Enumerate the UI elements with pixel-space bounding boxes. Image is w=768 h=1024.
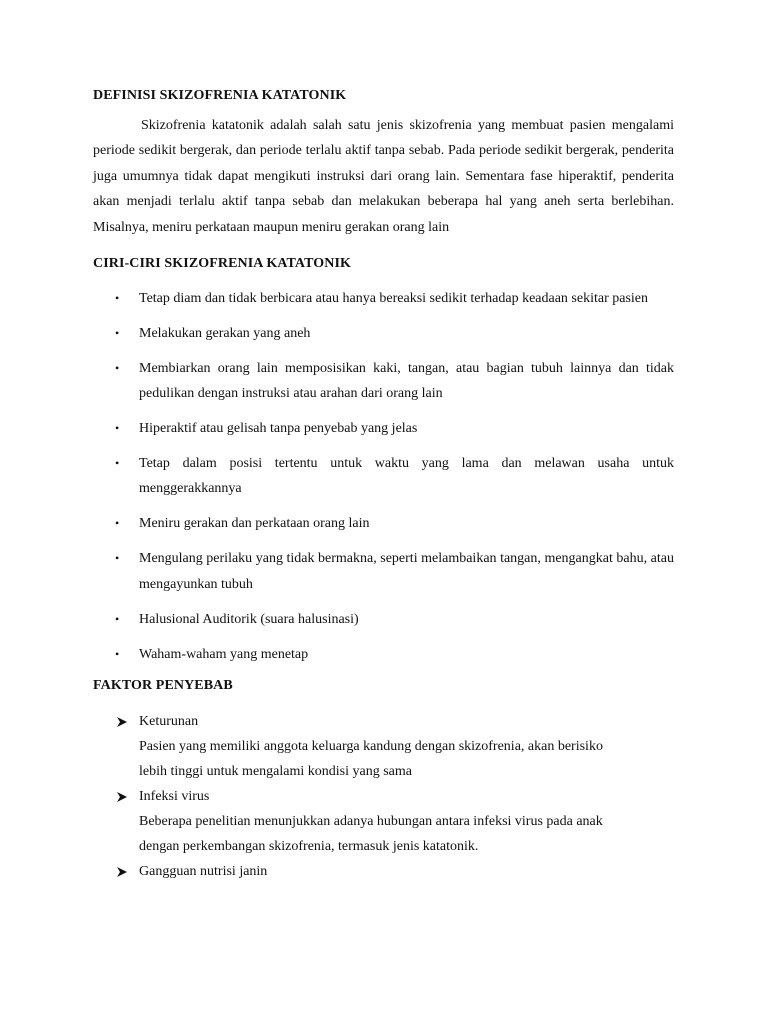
faktor-title: Keturunan [139,714,199,730]
list-item: • Hiperaktif atau gelisah tanpa penyebab yang jelas [93,416,674,441]
faktor-desc-line: Beberapa penelitian menunjukkan adanya hubungan antara infeksi virus pada anak [139,814,603,830]
heading-faktor-penyebab: FAKTOR PENYEBAB [93,678,233,694]
list-item [93,709,674,784]
faktor-desc-line: lebih tinggi untuk mengalami kondisi yang sama [139,764,412,780]
faktor-desc-line: Pasien yang memiliki anggota keluarga kandung dengan skizofrenia, akan berisiko [139,739,603,755]
list-item [93,859,674,884]
list-item: • Waham-waham yang menetap [93,642,674,667]
heading-ciri-ciri: CIRI-CIRI SKIZOFRENIA KATATONIK [93,256,351,272]
faktor-title: Gangguan nutrisi janin [139,864,268,880]
bullet-icon: • [115,325,120,340]
arrow-bullet-icon [116,716,128,728]
list-item: • Membiarkan orang lain memposisikan kaki, tangan, atau bagian tubuh lainnya dan tidak pedulikan dengan instruksi atau arahan dari orang lain [93,356,674,407]
list-item: • Mengulang perilaku yang tidak bermakna, seperti melambaikan tangan, mengangkat bahu, atau mengayunkan tubuh [93,546,674,597]
list-item: • Tetap diam dan tidak berbicara atau hanya bereaksi sedikit terhadap keadaan sekitar pasien [93,286,674,311]
faktor-title: Infeksi virus [139,789,210,805]
definisi-paragraph: Skizofrenia katatonik adalah salah satu jenis skizofrenia yang membuat pasien mengalami periode sedikit bergerak, dan periode terlalu aktif tanpa sebab. Pada periode sedikit bergerak, penderita juga umumnya tidak dapat mengikuti instruksi dari orang lain. Sementara fase hiperaktif, penderita akan menjadi terlalu aktif tanpa sebab dan melakukan beberapa hal yang aneh serta berlebihan. Misalnya, meniru perkataan maupun meniru gerakan orang lain [93,118,674,235]
list-item: • Tetap dalam posisi tertentu untuk waktu yang lama dan melawan usaha untuk menggerakkannya [93,451,674,502]
bullet-icon: • [115,360,120,375]
bullet-icon: • [115,611,120,626]
list-item: • Meniru gerakan dan perkataan orang lain [93,511,674,536]
bullet-icon: • [115,456,120,471]
heading-definisi: DEFINISI SKIZOFRENIA KATATONIK [93,88,347,103]
bullet-icon: • [115,516,120,531]
list-item: • Halusional Auditorik (suara halusinasi) [93,607,674,632]
document-page [93,86,674,884]
faktor-list [93,709,674,884]
bullet-icon: • [115,421,120,436]
list-item [93,784,674,859]
arrow-bullet-icon [116,791,128,803]
faktor-desc-line: dengan perkembangan skizofrenia, termasuk jenis katatonik. [139,839,479,855]
ciri-list [93,286,674,667]
bullet-icon: • [115,291,120,306]
bullet-icon: • [115,646,120,661]
arrow-bullet-icon [116,866,128,878]
list-item: • Melakukan gerakan yang aneh [93,321,674,346]
bullet-icon: • [115,551,120,566]
